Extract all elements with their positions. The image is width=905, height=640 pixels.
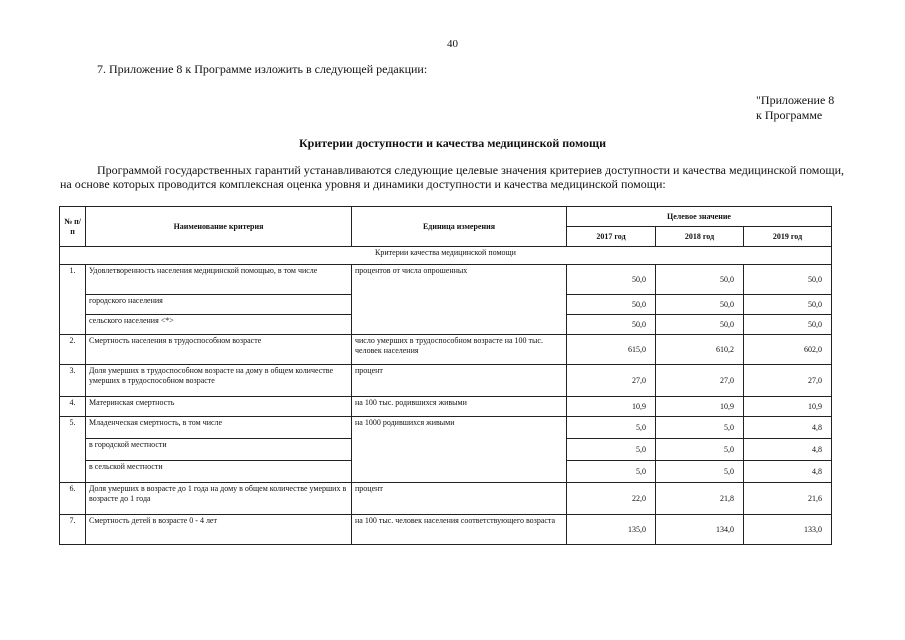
criterion-name: в городской местности	[86, 439, 352, 461]
amendment-item-7: 7. Приложение 8 к Программе изложить в следующей редакции:	[97, 62, 428, 76]
row-number: 1.	[60, 265, 86, 335]
table-row	[60, 335, 832, 365]
row-number: 7.	[60, 515, 86, 545]
value-2018: 50,0	[656, 315, 744, 335]
value-2017: 22,0	[567, 483, 656, 515]
value-2017: 50,0	[567, 295, 656, 315]
criterion-name: Удовлетворенность населения медицинской помощью, в том числе	[86, 265, 352, 295]
header-year-2019: 2019 год	[744, 227, 832, 247]
value-2017: 27,0	[567, 365, 656, 397]
table-row	[60, 265, 832, 295]
value-2018: 50,0	[656, 265, 744, 295]
appendix-reference-line-1: "Приложение 8	[756, 93, 835, 107]
value-2019: 50,0	[744, 265, 832, 295]
value-2019: 27,0	[744, 365, 832, 397]
value-2017: 135,0	[567, 515, 656, 545]
value-2019: 133,0	[744, 515, 832, 545]
unit-of-measure: на 100 тыс. человек населения соответствующего возраста	[352, 515, 567, 545]
header-year-2018: 2018 год	[656, 227, 744, 247]
value-2017: 50,0	[567, 315, 656, 335]
intro-paragraph: Программой государственных гарантий устанавливаются следующие целевые значения критериев доступности и качества медицинской помощи, на основе которых проводится комплексная оценка уровня и динамики доступности и качества медицинской помощи:	[60, 163, 844, 191]
value-2018: 610,2	[656, 335, 744, 365]
header-num: № п/п	[60, 207, 86, 247]
table-row	[60, 397, 832, 417]
value-2019: 21,6	[744, 483, 832, 515]
value-2017: 615,0	[567, 335, 656, 365]
value-2019: 602,0	[744, 335, 832, 365]
value-2018: 21,8	[656, 483, 744, 515]
value-2018: 27,0	[656, 365, 744, 397]
value-2019: 4,8	[744, 417, 832, 439]
criterion-name: Доля умерших в трудоспособном возрасте на дому в общем количестве умерших в трудоспособном возрасте	[86, 365, 352, 397]
header-year-2017: 2017 год	[567, 227, 656, 247]
value-2019: 4,8	[744, 439, 832, 461]
table-row	[60, 515, 832, 545]
row-number: 2.	[60, 335, 86, 365]
table-row	[60, 417, 832, 439]
value-2018: 5,0	[656, 417, 744, 439]
unit-of-measure: число умерших в трудоспособном возрасте на 100 тыс. человек населения	[352, 335, 567, 365]
value-2017: 10,9	[567, 397, 656, 417]
row-number: 5.	[60, 417, 86, 483]
value-2018: 50,0	[656, 295, 744, 315]
value-2017: 5,0	[567, 417, 656, 439]
criterion-name: Младенческая смертность, в том числе	[86, 417, 352, 439]
section-title: Критерии качества медицинской помощи	[60, 247, 832, 265]
row-number: 6.	[60, 483, 86, 515]
criterion-name: городского населения	[86, 295, 352, 315]
row-number: 3.	[60, 365, 86, 397]
unit-of-measure: на 1000 родившихся живыми	[352, 417, 567, 483]
value-2017: 50,0	[567, 265, 656, 295]
criterion-name: сельского населения <*>	[86, 315, 352, 335]
page-number: 40	[447, 38, 458, 50]
value-2019: 50,0	[744, 295, 832, 315]
criterion-name: Смертность населения в трудоспособном возрасте	[86, 335, 352, 365]
value-2018: 5,0	[656, 461, 744, 483]
criteria-table	[59, 206, 832, 545]
value-2018: 134,0	[656, 515, 744, 545]
criterion-name: Доля умерших в возрасте до 1 года на дому в общем количестве умерших в возрасте до 1 года	[86, 483, 352, 515]
criterion-name: Материнская смертность	[86, 397, 352, 417]
value-2019: 10,9	[744, 397, 832, 417]
unit-of-measure: процент	[352, 365, 567, 397]
table-row	[60, 365, 832, 397]
value-2018: 10,9	[656, 397, 744, 417]
criterion-name: в сельской местности	[86, 461, 352, 483]
document-heading: Критерии доступности и качества медицинской помощи	[298, 136, 607, 150]
appendix-reference	[756, 93, 834, 123]
table-row	[60, 483, 832, 515]
unit-of-measure: процент	[352, 483, 567, 515]
appendix-reference-line-2: к Программе	[756, 108, 823, 122]
value-2018: 5,0	[656, 439, 744, 461]
criterion-name: Смертность детей в возрасте 0 - 4 лет	[86, 515, 352, 545]
header-criterion-name: Наименование критерия	[86, 207, 352, 247]
value-2019: 4,8	[744, 461, 832, 483]
value-2019: 50,0	[744, 315, 832, 335]
unit-of-measure: процентов от числа опрошенных	[352, 265, 567, 335]
header-unit: Единица измерения	[352, 207, 567, 247]
row-number: 4.	[60, 397, 86, 417]
value-2017: 5,0	[567, 439, 656, 461]
value-2017: 5,0	[567, 461, 656, 483]
header-target-value: Целевое значение	[567, 207, 832, 227]
unit-of-measure: на 100 тыс. родившихся живыми	[352, 397, 567, 417]
